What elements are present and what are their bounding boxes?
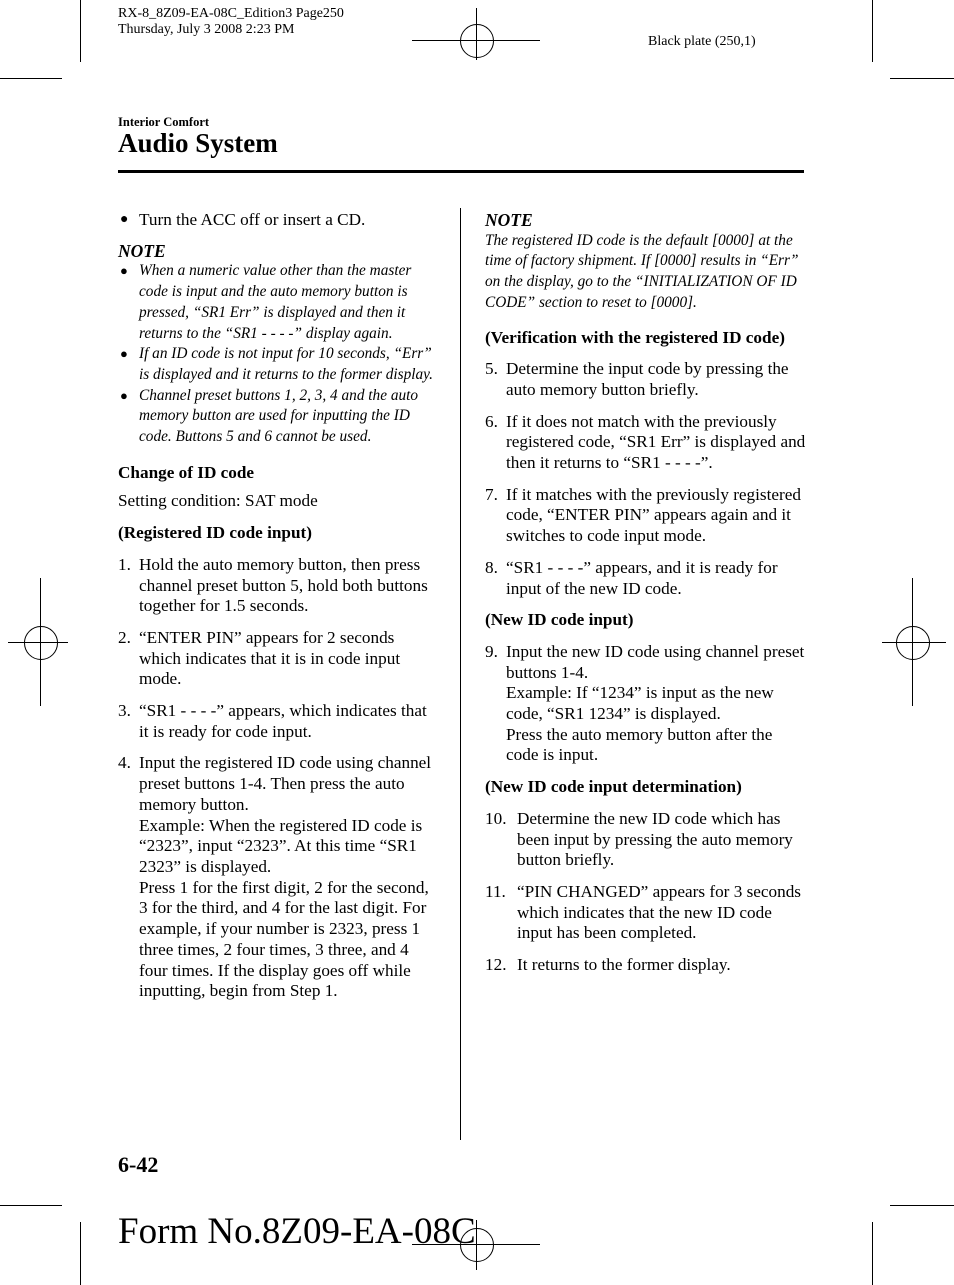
plate-label: Black plate (250,1)	[648, 34, 756, 49]
step-item	[485, 558, 807, 599]
registration-mark-left	[24, 626, 58, 660]
verification-heading: (Verification with the registered ID code)	[485, 327, 785, 347]
step-number: 12.	[485, 955, 507, 975]
registered-input-heading: (Registered ID code input)	[118, 523, 312, 543]
step-number: 8.	[485, 557, 498, 577]
print-meta	[118, 6, 344, 38]
step-detail: Press 1 for the first digit, 2 for the second, 3 for the third, and 4 for the last digit. For example, if your number is 2323, press 1 three times, 2 four times, 3 three, and 4 four times. If the display goes off while inputting, begin from Step 1.	[139, 877, 429, 1001]
step-text: “PIN CHANGED” appears for 3 seconds which indicates that the new ID code input has been completed.	[517, 881, 801, 943]
step-text: Hold the auto memory button, then press channel preset button 5, hold both buttons together for 1.5 seconds.	[139, 554, 428, 616]
step-item	[485, 882, 807, 944]
step-text: Input the new ID code using channel preset buttons 1-4.	[506, 641, 805, 682]
step-number: 5.	[485, 359, 498, 379]
page-title: Audio System	[118, 128, 278, 158]
new-id-heading: (New ID code input)	[485, 610, 634, 630]
registered-steps	[118, 555, 436, 1002]
new-id-steps	[485, 642, 807, 766]
acc-bullet-text: Turn the ACC off or insert a CD.	[139, 210, 366, 229]
step-number: 4.	[118, 753, 131, 773]
form-number: Form No.8Z09-EA-08C	[118, 1211, 476, 1252]
note-item-text: Channel preset buttons 1, 2, 3, 4 and the auto memory button are used for inputting the ID code. Buttons 5 and 6 cannot be used.	[139, 386, 419, 446]
step-item	[485, 955, 807, 976]
bullet-icon: ●	[120, 263, 128, 279]
step-example: Example: If “1234” is input as the new code, “SR1 1234” is displayed.	[506, 683, 774, 724]
note-item	[118, 344, 436, 385]
step-item	[118, 701, 436, 742]
step-text: “ENTER PIN” appears for 2 seconds which indicates that it is in code input mode.	[139, 627, 401, 689]
determination-heading: (New ID code input determination)	[485, 777, 742, 797]
step-number: 2.	[118, 627, 131, 647]
step-text: Determine the new ID code which has been input by pressing the auto memory button briefly.	[517, 808, 793, 870]
step-item	[485, 642, 807, 766]
step-number: 11.	[485, 881, 506, 901]
step-number: 3.	[118, 701, 131, 721]
registration-mark-right	[896, 626, 930, 660]
bullet-icon: ●	[120, 346, 128, 362]
step-text: “SR1 - - - -” appears, and it is ready for input of the new ID code.	[506, 557, 778, 598]
step-text: If it matches with the previously registered code, “ENTER PIN” appears again and it switches to code input mode.	[506, 484, 801, 546]
step-number: 9.	[485, 641, 498, 661]
step-number: 7.	[485, 484, 498, 504]
step-detail: Press the auto memory button after the code is input.	[506, 724, 773, 765]
step-text: Determine the input code by pressing the auto memory button briefly.	[506, 359, 789, 399]
step-item	[485, 412, 807, 474]
note-item	[118, 261, 436, 344]
left-note-list	[118, 261, 436, 447]
note-item-text: When a numeric value other than the master code is input and the auto memory button is pressed, “SR1 Err” is displayed and then it returns to the “SR1 - - - -” display again.	[139, 262, 412, 342]
title-rule	[118, 170, 804, 173]
bullet-icon: ●	[120, 387, 128, 403]
verification-steps	[485, 359, 807, 599]
acc-bullet	[118, 210, 436, 231]
step-item	[118, 628, 436, 690]
print-meta-line2: Thursday, July 3 2008 2:23 PM	[118, 22, 295, 37]
step-text: If it does not match with the previously registered code, “SR1 Err” is displayed and then it returns to “SR1 - - - -”.	[506, 411, 806, 473]
step-example: Example: When the registered ID code is “2323”, input “2323”. At this time “SR1 2323” is displayed.	[139, 815, 423, 876]
determination-steps	[485, 809, 807, 976]
left-column	[118, 210, 436, 1002]
step-number: 1.	[118, 554, 131, 574]
step-item	[118, 555, 436, 617]
right-note-body: The registered ID code is the default [0000] at the time of factory shipment. If [0000] results in “Err” on the display, go to the “INITIALIZATION OF ID CODE” section to reset to [0000].	[485, 231, 799, 311]
registration-mark-top	[460, 24, 494, 58]
right-column	[485, 210, 807, 976]
step-item	[118, 753, 436, 1001]
bullet-icon: ●	[120, 212, 129, 227]
page-number: 6-42	[118, 1152, 159, 1177]
note-item-text: If an ID code is not input for 10 seconds, “Err” is displayed and it returns to the former display.	[139, 345, 433, 383]
right-note-title: NOTE	[485, 210, 533, 230]
setting-condition: Setting condition: SAT mode	[118, 491, 318, 511]
change-id-heading: Change of ID code	[118, 462, 255, 482]
step-item	[485, 809, 807, 871]
column-divider	[460, 208, 461, 1140]
step-item	[485, 359, 807, 400]
step-text: “SR1 - - - -” appears, which indicates that it is ready for code input.	[139, 701, 427, 741]
step-number: 10.	[485, 808, 507, 828]
section-label: Interior Comfort	[118, 115, 210, 129]
left-note-title: NOTE	[118, 240, 166, 261]
note-item	[118, 386, 436, 448]
step-text: It returns to the former display.	[517, 955, 731, 975]
step-item	[485, 485, 807, 547]
step-text: Input the registered ID code using channel preset buttons 1-4. Then press the auto memory button.	[139, 753, 432, 814]
print-meta-line1: RX-8_8Z09-EA-08C_Edition3 Page250	[118, 6, 344, 21]
step-number: 6.	[485, 411, 498, 431]
